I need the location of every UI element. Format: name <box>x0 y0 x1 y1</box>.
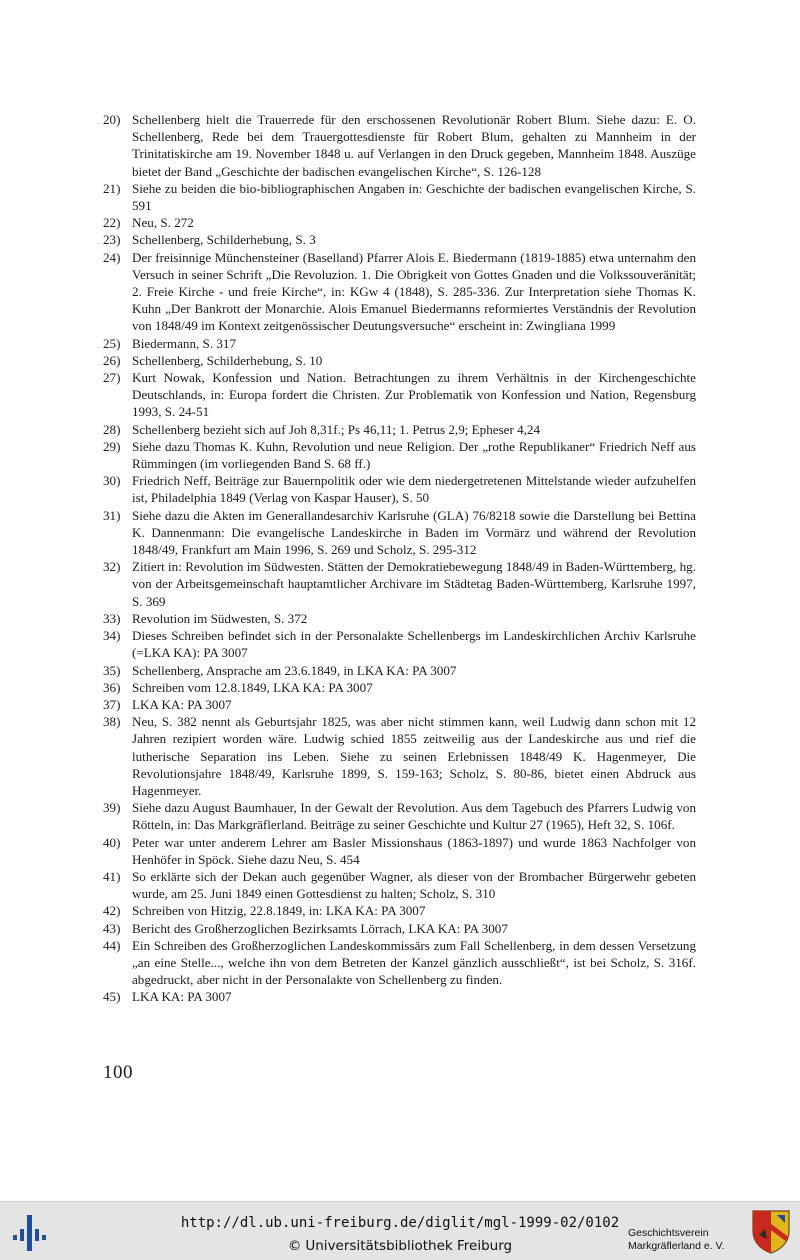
viewer-footer <box>0 1201 800 1260</box>
footnote-number: 41) <box>103 868 121 884</box>
footnote-number: 35) <box>103 662 121 678</box>
page-number: 100 <box>103 1062 133 1083</box>
permalink-url[interactable]: http://dl.ub.uni-freiburg.de/diglit/mgl-1999-02/0102 <box>180 1215 620 1231</box>
footnote-item <box>103 231 696 248</box>
footnote-item <box>103 920 696 937</box>
footnote-text: Zitiert in: Revolution im Südwesten. Stätten der Demokratiebewegung 1848/49 in Baden-Württemberg, hg. von der Arbeitsgemeinschaft hauptamtlicher Archivare im Städtetag Baden-Württemberg, Karlsruhe 1997, S. 369 <box>132 559 696 609</box>
footnote-text: Schellenberg, Schilderhebung, S. 3 <box>132 232 316 248</box>
footnote-number: 32) <box>103 559 121 575</box>
footnote-item <box>103 111 696 180</box>
footnote-number: 38) <box>103 714 121 730</box>
footnote-item <box>103 696 696 713</box>
footnote-item <box>103 421 696 438</box>
footnote-number: 37) <box>103 696 121 712</box>
footnote-item <box>103 662 696 679</box>
footnote-item <box>103 713 696 799</box>
footnote-number: 23) <box>103 232 121 248</box>
footnote-item <box>103 988 696 1005</box>
footnotes-list <box>103 111 696 1006</box>
footnote-text: Schreiben von Hitzig, 22.8.1849, in: LKA KA: PA 3007 <box>132 903 426 919</box>
society-name-line1: Geschichtsverein <box>628 1227 709 1239</box>
footnote-text: Schreiben vom 12.8.1849, LKA KA: PA 3007 <box>132 679 373 695</box>
footnote-item <box>103 249 696 335</box>
footnote-number: 29) <box>103 438 121 454</box>
footnote-item <box>103 610 696 627</box>
footnote-item <box>103 558 696 610</box>
footnote-item <box>103 799 696 833</box>
footnote-text: LKA KA: PA 3007 <box>132 989 232 1005</box>
footnote-text: Biedermann, S. 317 <box>132 335 237 351</box>
footnote-text: Schellenberg, Schilderhebung, S. 10 <box>132 352 323 368</box>
society-name <box>628 1227 748 1253</box>
footnote-text: Schellenberg, Ansprache am 23.6.1849, in LKA KA: PA 3007 <box>132 662 457 678</box>
footnote-number: 20) <box>103 112 121 127</box>
footnote-number: 24) <box>103 249 121 265</box>
footnote-number: 26) <box>103 352 121 368</box>
footnote-number: 44) <box>103 937 121 953</box>
footnote-number: 21) <box>103 180 121 196</box>
footnote-item <box>103 438 696 472</box>
footnote-item <box>103 180 696 214</box>
footnote-item <box>103 868 696 902</box>
footnote-text: Friedrich Neff, Beiträge zur Bauernpolitik oder wie dem niedergetretenen Mittelstande wieder aufzuhelfen ist, Philadelphia 1849 (Verlag von Kaspar Hauser), S. 50 <box>132 473 696 506</box>
footnote-item <box>103 507 696 559</box>
footnote-item <box>103 627 696 661</box>
footnote-text: Der freisinnige Münchensteiner (Baselland) Pfarrer Alois E. Biedermann (1819-1885) etwa unternahm den Versuch in seiner Schrift „Die Revoluzion. 1. Die Obrigkeit von Gottes Gnaden und die Volkssouveränität; 2. Freie Kirche - und freie Kirche“, in: KGw 4 (1848), S. 285-336. Zur Interpretation siehe Thomas K. Kuhn „Der Bankrott der Monarchie. Alois Emanuel Biedermanns reformiertes Verständnis der Revolution von 1848/49 im Kontext zeitgenössischer Deutungsversuche“ erscheint in: Zwingliana 1999 <box>132 249 696 334</box>
footnote-text: So erklärte sich der Dekan auch gegenüber Wagner, als dieser von der Brombacher Bürgerwehr gebeten wurde, am 25. Juni 1849 einen Gottesdienst zu halten; Scholz, S. 310 <box>132 868 696 902</box>
footnote-number: 43) <box>103 920 121 936</box>
footnote-text: Dieses Schreiben befindet sich in der Personalakte Schellenbergs im Landeskirchlichen Archiv Karlsruhe (=LKA KA): PA 3007 <box>132 628 696 661</box>
footnote-text: Neu, S. 382 nennt als Geburtsjahr 1825, was aber nicht stimmen kann, weil Ludwig dann schon mit 12 Jahren rezipiert worden wäre. Ludwig schied 1855 zeitweilig aus der Landeskirche aus und rief die lutherische Separation ins Leben. Siehe zu seinen Erlebnissen 1848/49 K. Hagenmeyer, Die Revolutionsjahre 1848/49, Karlsruhe 1899, S. 159-163; Scholz, S. 80-86, bietet einen Abdruck aus Hagenmeyer. <box>132 714 696 798</box>
footnote-number: 36) <box>103 679 121 695</box>
footnote-item <box>103 902 696 919</box>
footnote-number: 25) <box>103 335 121 351</box>
footnote-text: Peter war unter anderem Lehrer am Basler Missionshaus (1863-1897) und wurde 1863 Nachfolger von Henhöfer in Spöck. Siehe dazu Neu, S. 454 <box>132 834 696 867</box>
footnote-text: Siehe dazu die Akten im Generallandesarchiv Karlsruhe (GLA) 76/8218 sowie die Darstellung bei Bettina K. Dannenmann: Die evangelische Landeskirche in Baden im Vormärz und während der Revolution 1848/49, Frankfurt am Main 1996, S. 269 und Scholz, S. 295-312 <box>132 507 696 558</box>
society-name-line2: Markgräflerland e. V. <box>628 1240 725 1252</box>
footnote-item <box>103 369 696 421</box>
copyright-symbol: © <box>287 1238 302 1254</box>
footnote-item <box>103 335 696 352</box>
coat-of-arms-icon[interactable] <box>751 1209 791 1255</box>
footnote-text: Ein Schreiben des Großherzoglichen Landeskommissärs zum Fall Schellenberg, in dem dessen Versetzung „an eine Stelle..., welche ihn von dem Betreten der Kanzel gänzlich ausschließt“, ist bei Scholz, S. 316f. abgedruckt, aber nicht in der Personalakte von Schellenberg zu finden. <box>132 937 696 988</box>
footnote-text: Siehe dazu Thomas K. Kuhn, Revolution und neue Religion. Der „rothe Republikaner“ Friedrich Neff aus Rümmingen (im vorliegenden Band S. 68 ff.) <box>132 438 696 472</box>
footnote-item <box>103 937 696 989</box>
footnote-number: 42) <box>103 903 121 919</box>
footnote-text: Siehe dazu August Baumhauer, In der Gewalt der Revolution. Aus dem Tagebuch des Pfarrers Ludwig von Rötteln, in: Das Markgräflerland. Beiträge zu seiner Geschichte und Kultur 27 (1965), Heft 32, S. 106f. <box>132 800 696 833</box>
footnote-text: Bericht des Großherzoglichen Bezirksamts Lörrach, LKA KA: PA 3007 <box>132 920 508 936</box>
footnote-text: Siehe zu beiden die bio-bibliographischen Angaben in: Geschichte der badischen evangelischen Kirche, S. 591 <box>132 180 696 214</box>
footnote-number: 28) <box>103 421 121 437</box>
footnote-text: Schellenberg bezieht sich auf Joh 8,31f.; Ps 46,11; 1. Petrus 2,9; Epheser 4,24 <box>132 421 541 437</box>
footnote-number: 30) <box>103 473 121 489</box>
footnote-text: Neu, S. 272 <box>132 215 194 231</box>
footnote-item <box>103 834 696 868</box>
footnote-number: 27) <box>103 370 121 386</box>
footnote-number: 31) <box>103 507 121 523</box>
footnote-text: Revolution im Südwesten, S. 372 <box>132 610 308 626</box>
copyright-holder: Universitätsbibliothek Freiburg <box>305 1238 513 1254</box>
footnote-number: 33) <box>103 610 121 626</box>
footnote-text: LKA KA: PA 3007 <box>132 696 232 712</box>
footnote-number: 39) <box>103 800 121 816</box>
footnote-text: Kurt Nowak, Konfession und Nation. Betrachtungen zu ihrem Verhältnis in der Kirchengeschichte Deutschlands, in: Europa fordert die Christen. Zur Problematik von Konfession und Nation, Regensburg 1993, S. 24-51 <box>132 370 696 420</box>
footnote-item <box>103 352 696 369</box>
footnote-number: 34) <box>103 628 121 644</box>
footnote-item <box>103 679 696 696</box>
footnote-item <box>103 472 696 506</box>
footnote-number: 22) <box>103 215 121 231</box>
footnote-number: 40) <box>103 834 121 850</box>
footnote-item <box>103 214 696 231</box>
footnote-number: 45) <box>103 989 121 1005</box>
footnote-text: Schellenberg hielt die Trauerrede für den erschossenen Revolutionär Robert Blum. Siehe dazu: E. O. Schellenberg, Rede bei dem Trauergottesdienste für Robert Blum, gehalten zu Mannheim in der Trinitatiskirche am 19. November 1848 u. auf Verlangen in den Druck gegeben, Mannheim 1848. Auszüge bietet der Band „Geschichte der badischen evangelischen Kirche“, S. 126-128 <box>132 112 696 179</box>
